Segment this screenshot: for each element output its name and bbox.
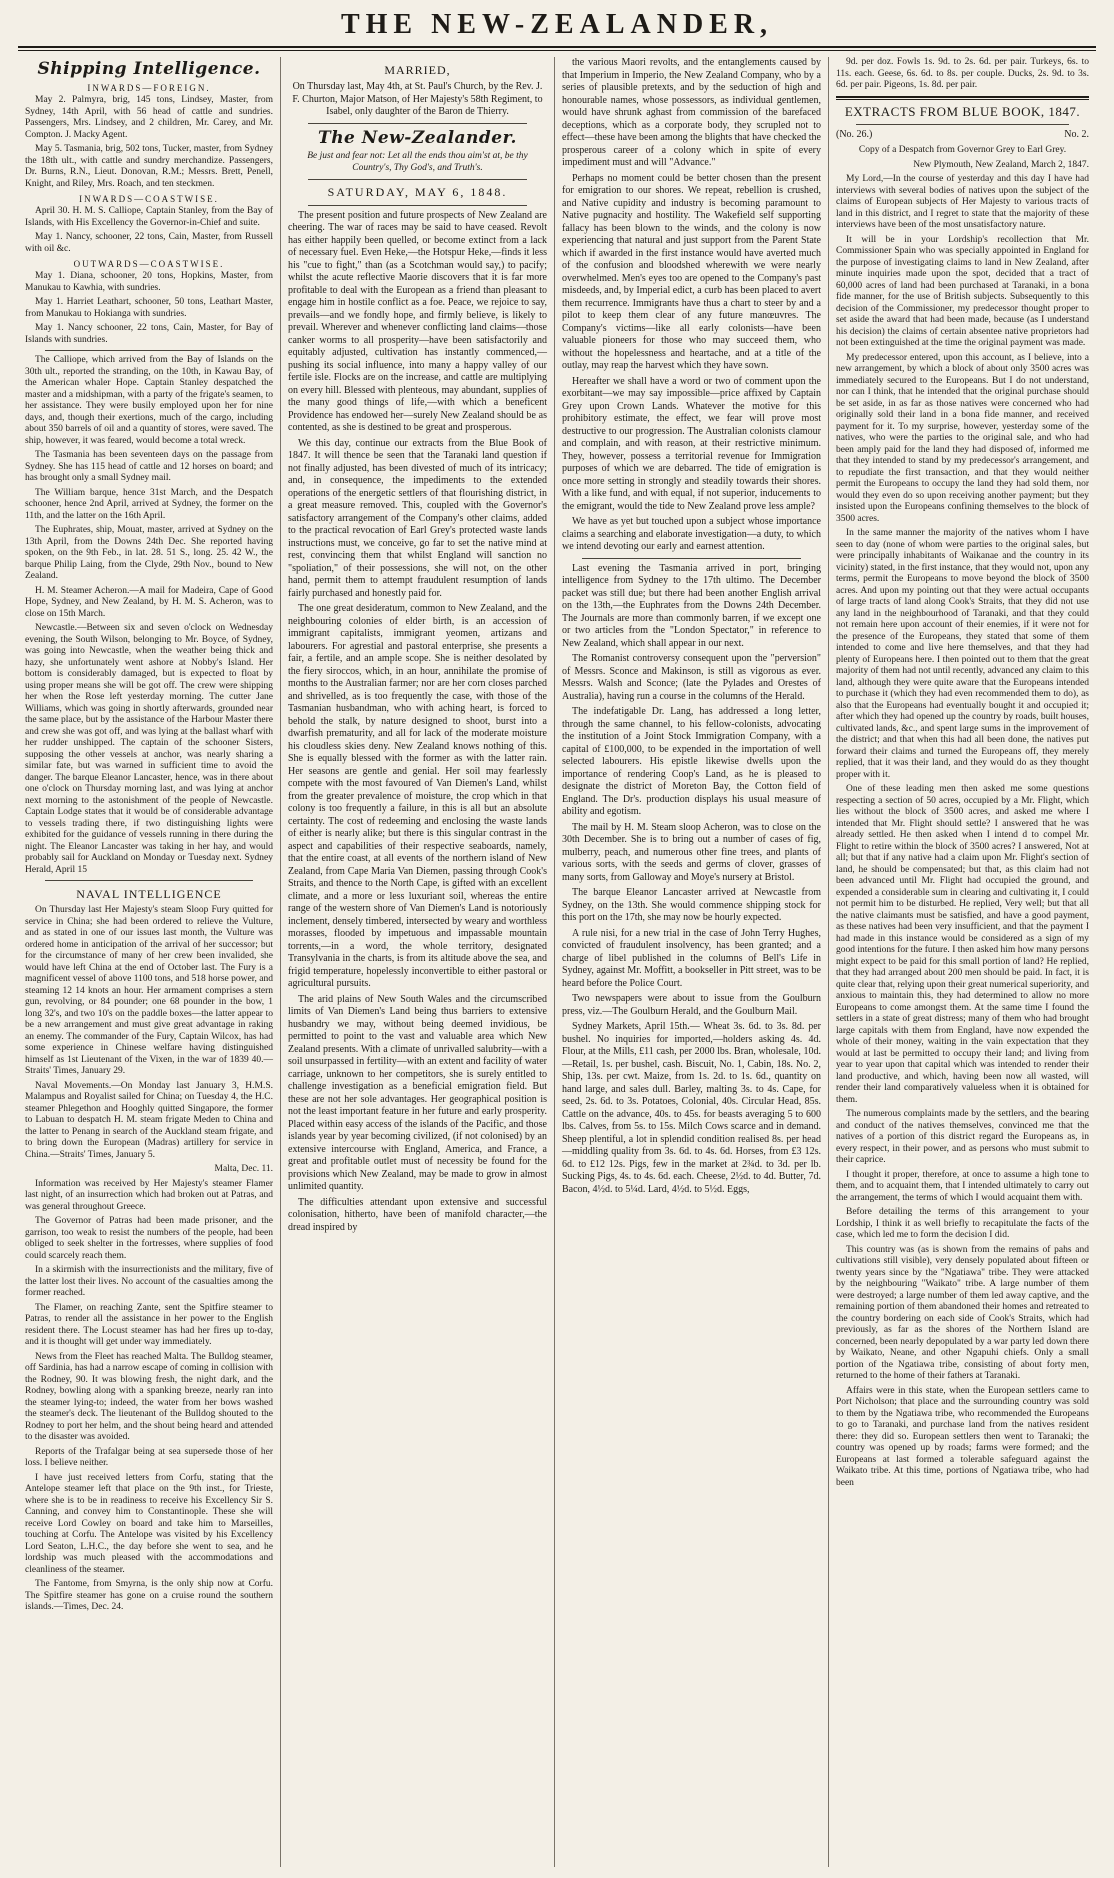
news-paragraph: The Governor of Patras had been made prisoner, and the garrison, too weak to resist the numbers of the people, had been obliged to seek shelter in the fortresses, where supplies of food could scarcely reach them. [25, 1216, 273, 1261]
divider [836, 96, 1089, 100]
news-paragraph: A rule nisi, for a new trial in the case of John Terry Hughes, convicted of fraudulent insolvency, has been granted; and a charge of libel published in the columns of Bell's Life in Sydney, against Mr. Moffitt, a bookseller in Pitt street, was to be heard before the Police Court. [562, 927, 821, 989]
despatch-copy-line: Copy of a Despatch from Governor Grey to Earl Grey. [858, 145, 1067, 155]
outwards-coastwise-head: OUTWARDS—COASTWISE. [73, 259, 225, 269]
news-paragraph: The William barque, hence 31st March, and the Despatch schooner, hence 2nd April, arrived at Sydney, the former on the 11th, and the latter on the 16th April. [25, 487, 273, 521]
news-paragraph: News from the Fleet has reached Malta. The Bulldog steamer, off Sardinia, has had a narrow escape of coming in collision with the Rodney, 90. It was blowing fresh, the night dark, and the Rodney, bowling along with a spanking breeze, nearly ran into the steamer lying-to; indeed, the water from her bows washed the steamer's deck. The lieutenant of the Bulldog shouted to the Rodney to port her helm, and the shout being heard and attended to the disaster was avoided. [25, 1351, 273, 1442]
shipping-entry: April 30. H. M. S. Calliope, Captain Stanley, from the Bay of Islands, with His Excellency the Governor-in-Chief and suite. [25, 206, 273, 228]
editorial-paragraph: Hereafter we shall have a word or two of comment upon the exorbitant—we may say impossible—price affixed by Captain Grey upon Crown Lands. Whatever the motive for this prohibitory estimate, the effect, we fear will prove most destructive to our progression. The Australian colonists clamour and complain, and with reason, at their restrictive minimum. They, however, possess a territorial revenue for Immigration purposes of which we are debarred. The tide of emigration is once more setting in strongly and steadily towards their shores. With a like fund, and with equal, if not superior, inducements to the emigrant, would the tide to New Zealand prove less ample? [562, 375, 821, 512]
news-paragraph: The Romanist controversy consequent upon the "perversion" of Messrs. Sconce and Makinson, is still as vigorous as ever. Messrs. Walsh and Sconce; (late the Pylades and Orestes of Australia), having run a course in the columns of the Herald. [562, 653, 821, 702]
news-paragraph: On Thursday last Her Majesty's steam Sloop Fury quitted for service in China; she had been ordered to relieve the Vulture, and as stated in one of our issues last month, the Vulture was ordered home in anticipation of the arrival of her successor; but for the circumstance of many of her crew been invalided, she would have left China at the end of October last. The Fury is a magnificent vessel of above 1100 tons, and 518 horse power, and steaming 12 14 knots an hour. Her armament comprises a stern gun, revolving, or 84 pounder; one 68 pounder in the bow, 1 long 32's, and two 10's on the paddle boxes—the latter appear to be a new arrangement and must give great advantage in raking an enemy. The commander of the Fury, Captain Wilcox, has had some experience in Chinese welfare having distinguished himself as 1st Lieutenant of the Vixen, in the war of 1839 40.—Straits' Times, January 29. [25, 905, 273, 1076]
divider [45, 880, 253, 881]
news-paragraph: The barque Eleanor Lancaster arrived at Newcastle from Sydney, on the 13th. She would commence shipping stock for this port on the 17th, she may now be hourly expected. [562, 887, 821, 923]
news-paragraph: The mail by H. M. Steam sloop Acheron, was to close on the 30th December. She is to bring out a number of cases of fig, mulberry, peach, and numerous other fine trees, and plants of various sorts, with the seeds and germs of clover, grasses of many sorts, from Galloway and Moye's nursery at Bristol. [562, 821, 821, 883]
despatch-paragraph: Affairs were in this state, when the European settlers came to Port Nicholson; that place and the surrounding country was sold to them by the Ngatiawa tribe, who recommended the Europeans to go to Taranaki, and purchase land from the natives resident there: they did so. European settlers then went to Taranaki; the country was opened up by roads; farms were formed; and the Europeans at last formed a tolerable safeguard against the Waikato tribe. At this time, portions of Ngatiawa tribe, who had been [836, 1385, 1089, 1488]
shipping-entry: May 2. Palmyra, brig, 145 tons, Lindsey, Master, from Sydney, 14th April, with 56 head of cattle and sundries. Passengers, Mrs. Lindsey, and 2 children, Mr. Carey, and Mr. Compton. J. Macky Agent. [25, 95, 273, 140]
despatch-paragraph: In the same manner the majority of the natives whom I have seen to day (none of whom were parties to the original sales, but were principally inhabitants of Waikanae and the country in its vicinity) stated, in the first instance, that they would not, upon any terms, permit the Europeans to move beyond the block of 3500 acres. And upon my pointing out that they were actual occupants of large tracts of land along Cook's Straits, that they did not use any land in the neighbourhood of Taranaki, and that they could not remain here upon account of their enemies, if it were not for the presence of the Europeans, they stated that some of them intended to come and live here themselves, and that they had plenty of Europeans here. I then pointed out to them that the great majority of them had not until recently, advanced any claim to this land, although they were quite aware that the Europeans intended to purchase it (which they had even recommended them to do), as also that the Europeans had eventually bought it and occupied it; after which they had opened up the country by roads, built houses, cultivated lands, &c., and spent large sums in the improvement of the district; and that when this had all been done, the natives put forward their claims and turned the Europeans off, they merely replied, that it was their land, and they would do as they thought proper with it. [836, 528, 1089, 780]
news-paragraph: H. M. Steamer Acheron.—A mail for Madeira, Cape of Good Hope, Sydney, and New Zealand, by H. M. S. Acheron, was to close on 15th March. [25, 585, 273, 619]
column-4 [828, 57, 1096, 1867]
married-head: MARRIED, [384, 63, 451, 77]
columns [18, 57, 1096, 1867]
divider [856, 124, 1069, 125]
column-1 [18, 57, 280, 1867]
despatch-paragraph: My Lord,—In the course of yesterday and this day I have had interviews with several bodies of natives upon the subject of the claims of European subjects of Her Majesty to various tracts of land in this district, and I regret to state that the majority of these interviews have been of the most unsatisfactory nature. [836, 174, 1089, 230]
divider [308, 123, 527, 124]
married-notice: On Thursday last, May 4th, at St. Paul's Church, by the Rev. J. F. Churton, Major Matson, of Her Majesty's 58th Regiment, to Isabel, only daughter of the Baron de Thierry. [292, 81, 543, 117]
despatch-paragraph: One of these leading men then asked me some questions respecting a section of 50 acres, occupied by a Mr. Flight, which lies without the block of 3500 acres, and asked me where I intended that Mr. Flight should settle? I answered that he was already settled. He then asked when I intend d to compel Mr. Flight to retire within the block of 3500 acres? I answered, Not at all; but that if any native had a claim upon Mr. Flight's section of land, he should be compensated; but that, as this claim had not been advanced until Mr. Flight had occupied the ground, and expended a considerable sum in clearing and cultivating it, I could not permit him to be disturbed. He replied, Very well; but that all the native claimants must be satisfied, and have a good payment, as these natives had been very insufficient, and that the payment I had made in this instance would be considered as a sign of my good intentions for the future. I then asked him how many persons might expect to be paid for this small portion of land? He replied, that they had arranged about 200 men should be paid. In fact, it is quite clear that, relying upon their great numerical superiority, and anxious to maintain this, they had determined to allow no more Europeans to come amongst them. At the same time I found the settlers in a state of great distress; many of them who had brought large capitals with them from England, have now expended the whole of their money, waiting in the vain expectation that they would at last be permitted to occupy their land; and living from year to year upon that capital which was intended to render their land productive, and which, having been now all wasted, will render their land comparatively valueless when it is obtained for them. [836, 784, 1089, 1105]
editorial-paragraph: Perhaps no moment could be better chosen than the present for emigration to our shores. We repeat, rebellion is crushed, and Native cupidity and industry is becoming paramount to Native pugnacity and hostility. The Wakefield self supporting fallacy has been blown to the winds, and the colony is now experiencing that natural and just support from the Parent State which if awarded in the first instance would have averted much of the confusion and bloodshed wherewith we were nearly overwhelmed. Men's eyes too are opened to the Company's past misdeeds, and, by Imperial edict, a curb has been placed to avert them recurrence. Immigrants have thus a chart to steer by and a pilot to keep them clear of any future manœuvres. The Company's victims—like all early colonists—have been valuable pioneers for those who may succeed them, who without the hopelessness and heartache, and at a title of the outlay, may reap the harvest which they have sown. [562, 172, 821, 371]
despatch-subnumber: No. 2. [1064, 128, 1089, 140]
despatch-paragraph: It will be in your Lordship's recollection that Mr. Commissioner Spain who was specially appointed in England for the purpose of investigating claims to land in New Zealand, after minute inquiries made upon the spot, decided that a tract of 60,000 acres of land had been purchased at Taranaki, in a bona fide manner, for the use of British subjects. Subsequently to this decision of the Commissioner, my predecessor thought proper to set aside the award that had been made, because (as I understand his decision) the claims of certain absentee native proprietors had not been extinguished at the time the original payment was made. [836, 234, 1089, 348]
editorial-paragraph: We this day, continue our extracts from the Blue Book of 1847. It will thence be seen that the Taranaki land question if not finally adjusted, has been divested of much of its intricacy; and, in consequence, the impediments to the extended operations of the energetic settlers of that flourishing district, in a great measure removed. This, coupled with the Governor's satisfactory arrangement of the Company's other claims, added to the practical revocation of Earl Grey's protected waste lands instructions must, we conceive, go far to set the native mind at rest, convincing them that whilst England will sanction no "spoliation," of their possessions, she will not, on the other hand, permit them to attempt fraudulent resumption of lands fairly purchased and honestly paid for. [288, 437, 547, 599]
despatch-paragraph: Before detailing the terms of this arrangement to your Lordship, I think it as well briefly to recapitulate the facts of the case, which led me to form the decision I did. [836, 1207, 1089, 1240]
despatch-paragraph: I thought it proper, therefore, at once to assume a high tone to them, and to acquaint them, that I intended ultimately to carry out the arrangement, the terms of which I would acquaint them with. [836, 1169, 1089, 1203]
masthead-rule [18, 46, 1096, 51]
column-3 [554, 57, 828, 1867]
news-paragraph: Naval Movements.—On Monday last January 3, H.M.S. Malampus and Royalist sailed for China; on Tuesday 4, the H.C. steamer Phlegethon and Hooghly quitted Singapore, the former to Labuan to despatch H. M. steam frigate Meden to China and the latter to Penang in search of the Auckland steam frigate, and to bring down the European (Madras) artillery for service in China.—Straits' Times, January 5. [25, 1080, 273, 1160]
divider [308, 179, 527, 180]
divider [308, 205, 527, 206]
shipping-entry: May 1. Nancy schooner, 22 tons, Cain, Master, for Bay of Islands with sundries. [25, 323, 273, 345]
news-paragraph: The Euphrates, ship, Mouat, master, arrived at Sydney on the 13th April, from the Downs 24th Dec. She reported having spoken, on the 9th Feb., in lat. 28. 51 S., long. 25. 42 W., the barque Philip Laing, from the Clyde, 29th Nov., bound to New Zealand. [25, 525, 273, 581]
divider [582, 558, 801, 559]
naval-intelligence-title: NAVAL INTELLIGENCE [76, 887, 222, 901]
editorial-paragraph: The present position and future prospects of New Zealand are cheering. The war of races may be said to have ceased. Revolt has either happily been quelled, or become extinct from a lack of necessary fuel. Even Heke,—the Hotspur Heke,—finds it less his "cue to fight," than (as a Scotchman would say,) to pacify; whilst the acute reflective Maorie discovers that it is far more profitable to deal with the European as a friend than pleasant to engage him in hostile conflict as a foe. Peace, we rejoice to say, prevails—and we fondly hope, and firmly believe, is likely to prevail. Wherever and whenever conflicting land claims—those canker worms to all prosperity—have been satisfactorily and equitably adjusted, cultivation has instantly commenced,—pushing its social influence, into many a happy valley of our fertile isle. Flocks are on the increase, and cattle are multiplying on every hill. Blessed with plenteous, may abundant, supplies of the many good things of life,—with which a beneficent Providence has endowed her—surely New Zealand should be as contented, as she is destined to be great and prosperous. [288, 209, 547, 433]
editorial-paragraph: the various Maori revolts, and the entanglements caused by that Imperium in Imperio, the New Zealand Company, who by a series of plausible pretexts, and by the seduction of high and honourable names, whose possessors, as individual gentlemen, would have shrunk aghast from commission of the barefaced deceptions, which as a corporate body, they scrupled not to effect—these have been among the blights that have checked the prosperous career of a colony which in spite of every impediment must and will "Advance." [562, 57, 821, 168]
despatch-paragraph: This country was (as is shown from the remains of pahs and cultivations still visible), very densely populated about fifteen or twenty years since by the "Ngatiawa" tribe. They were attacked by the neighbouring "Waikato" tribe. A large number of them were destroyed; a large number of them led away captive, and the remaining portion of them abandoned their homes and retreated to the country bordering on each side of Cook's Straits, which had previously, as far as the shores of the Northern Island are concerned, been nearly depopulated by a war party led down there by Waikato, Neane, and other Ngapuhi chiefs. Only a small portion of the Ngatiawa tribe, consisting of about forty men, returned to the home of their fathers at Taranaki. [836, 1244, 1089, 1381]
shipping-entry: May 5. Tasmania, brig, 502 tons, Tucker, master, from Sydney the 18th ult., with cattle and sundry merchandize. Passengers, Dr. Burns, R.N., Lieut. Donovan, R.M.; Messrs. Brett, Penell, Knight, and Riley, Mrs. Roach, and ten steckmen. [25, 144, 273, 189]
news-paragraph: The Calliope, which arrived from the Bay of Islands on the 30th ult., reported the stranding, on the 10th, in Kawau Bay, of the American whaler Hope. Captain Stanley despatched the master and a midshipman, with a party of the frigate's seamen, to her assistance. They were busily employed upon her for nine days, and, though their exertions, much of the cargo, including about 350 barrels of oil and a quantity of stores, were saved. The ship, however, it was feared, would become a total wreck. [25, 355, 273, 446]
shipping-entry: May 1. Nancy, schooner, 22 tons, Cain, Master, from Russell with oil &c. [25, 232, 273, 254]
news-paragraph: The indefatigable Dr. Lang, has addressed a long letter, through the same channel, to his fellow-colonists, advocating the institution of a Joint Stock Immigration Company, with a capital of £100,000, to be expended in the importation of well selected labourers. His epistle likewise dwells upon the importance of rendering Coop's Land, as he is pleased to designate the district of Moreton Bay, the Cotton field of England. The Dr's. production displays his usual measure of ability and egotism. [562, 706, 821, 817]
editorial-paragraph: The arid plains of New South Wales and the circumscribed limits of Van Diemen's Land being thus barriers to extensive husbandry we may, without being deemed invidious, be permitted to point to the vast and valuable area which New Zealand presents. With a climate of unrivalled salubrity—with a soil unsurpassed in fertility—with an extent and facility of water carriage, unknown to her competitors, she is surely entitled to challenge investigation as a beneficial emigration field. But these are not her sole advantages. Her geographical position is not the least important feature in her future and early prosperity. Placed within easy access of the islands of the Pacific, and those islands year by year becoming civilized, (if not colonised) by an extensive intercourse with England, America, and France, a great and profitable outlet must of necessity be found for the provisions which New Zealand, may be made to grow in almost unlimited quantity. [288, 993, 547, 1192]
news-paragraph: Two newspapers were about to issue from the Goulburn press, viz.—The Goulburn Herald, and the Goulburn Mail. [562, 993, 821, 1017]
editorial-paragraph: The difficulties attendant upon extensive and successful colonisation, hitherto, have been of manifold character,—the dread inspired by [288, 1196, 547, 1233]
news-paragraph: Information was received by Her Majesty's steamer Flamer last night, of an insurrection which had broken out at Patras, and was general throughout Greece. [25, 1178, 273, 1212]
shipping-entry: May 1. Diana, schooner, 20 tons, Hopkins, Master, from Manukau to Kawhia, with sundries. [25, 271, 273, 293]
inwards-coastwise-head: INWARDS—COASTWISE. [79, 194, 219, 204]
despatch-paragraph: My predecessor entered, upon this account, as I believe, into a new arrangement, by which a block of about only 3500 acres was immediately secured to the Europeans. But I do not understand, nor can I think, that he intended that the original purchase should be set aside, in as far as those natives were concerned who had originally sold their land in a bona fide manner, and received payment for it. To my surprise, however, yesterday some of the natives, who were the parties to the original sale, and who had been amply paid for the land they had disposed of, informed me that they intended to stand by my predecessor's arrangement, and to repudiate the first transaction, and that they would neither permit the Europeans to occupy the land they had sold them, nor would they even do so upon receiving another payment; but they insisted upon the Europeans confining themselves to the block of 3500 acres. [836, 352, 1089, 524]
news-paragraph: In a skirmish with the insurrectionists and the military, five of the latter lost their lives. No account of the casualties among the former reached. [25, 1265, 273, 1298]
inwards-foreign-head: INWARDS—FOREIGN. [87, 83, 211, 93]
news-paragraph: Last evening the Tasmania arrived in port, bringing intelligence from Sydney to the 17th ultimo. The December packet was still due; but there had been another English arrival on the 13th,—the Euphrates from the Downs 24th December. The Journals are more than commonly barren, if we except one or two articles from the "London Spectator," in reference to New Zealand, which shall appear in our next. [562, 562, 821, 649]
editorial-paragraph: The one great desideratum, common to New Zealand, and the neighbouring colonies of elder birth, is an accession of immigrant capitalists, immigrant yeomen, artizans and labourers. For agrestial and pastoral enterprise, she presents a fair, a fertile, and an ample scope. She is neither desolated by the fiery siroccos, which, in an hour, annihilate the promise of months to the Australian farmer; nor are her corn closes parched and shrivelled, as is too frequently the case, with those of the Tasmanian husbandman, who with aching heart, is forced to behold the stalk, by nature designed to shoot, burst into a dwarfish prematurity, and all for lack of the moderate moisture his cloudless skies deny. New Zealand knows nothing of this. She is equally blessed with the former as with the latter rain. Her seasons are gentle and genial. Her soil may fearlessly compete with the most favoured of Van Diemen's Land, whilst from the greater prevalence of moisture, the crop which in that colony is too frequently a failure, in this is all but an absolute certainty. The cost of redeeming and enclosing the waste lands of either is nearly alike; but there is this singular contrast in the aspect and capabilities of their respective seaboards, namely, that the entire coast, at all events of the northern island of New Zealand, from Cape Maria Van Diemen, passing through Cook's Straits, and thence to the North Cape, is gifted with an excellent climate, and a more or less luxuriant soil, whereas the entire range of the western shore of Van Diemen's Land is notoriously inclement, densely timbered, intersected by weary and worthless morasses, flooded by impetuous and impassable mountain torrents,—in a word, the whole territory, designated Transylvania in the charts, is from its altitude above the sea, and frigid temperature, hopelessly inconvertible to either pastoral or agricultural pursuits. [288, 603, 547, 989]
editorial-paragraph: We have as yet but touched upon a subject whose importance claims a searching and elaborate investigation—a duty, to which we intend devoting our early and earnest attention. [562, 516, 821, 552]
shipping-intelligence-title: Shipping Intelligence. [37, 59, 261, 79]
dateline: SATURDAY, MAY 6, 1848. [327, 184, 508, 199]
despatch-paragraph: The numerous complaints made by the settlers, and the bearing and conduct of the natives themselves, convinced me that the natives of a portion of this district regard the Europeans as, in every respect, in their power, and as persons who must submit to their caprice. [836, 1109, 1089, 1165]
news-paragraph: Newcastle.—Between six and seven o'clock on Wednesday evening, the South Wilson, belonging to Mr. Boyce, of Sydney, was going into Newcastle, when the weather being thick and hazy, she unfortunately went ashore at Nobby's Island. Her bottom is considerably damaged, but is expected to float by using proper means she will be got off. The crew were shipping her when the Rose left yesterday morning. The cutter Jane Williams, which was going in shortly afterwards, grounded near the same place, but by the assistance of the Harbour Master there and crew she was got off, and was lying at the ballast wharf with her rudder unshipped. The captain of the schooner Sisters, supposing the other vessels at anchor, was nearly sharing a similar fate, but was warned in sufficient time to avoid the danger. The barque Eleanor Lancaster, hence, was in there about one o'clock on Thursday morning last, and was lying at anchor next morning to the astonishment of the people of Newcastle. Captain Lodge states that it would be of considerable advantage to vessels trading there, if two distinguishing lights were exhibited for the guidance of vessels running in there during the night. The Eleanor Lancaster was taking in her hay, and would probably sail for Auckland on Monday or Tuesday next. Sydney Herald, April 15 [25, 623, 273, 875]
market-continuation: 9d. per doz. Fowls 1s. 9d. to 2s. 6d. per pair. Turkeys, 6s. to 11s. each. Geese, 6s. 6d. to 8s. per couple. Ducks, 2s. 9d. to 3s. 6d. per pair. Pigeons, 1s. 8d. per pair. [836, 57, 1089, 90]
despatch-header [836, 129, 1089, 142]
masthead: THE NEW-ZEALANDER, [340, 9, 774, 40]
news-paragraph: The Tasmania has been seventeen days on the passage from Sydney. She has 115 head of cattle and 12 horses on board; and has brought only a small Sydney mail. [25, 450, 273, 483]
extracts-title: EXTRACTS FROM BLUE BOOK, 1847. [844, 103, 1081, 119]
divider [45, 350, 253, 351]
despatch-place: New Plymouth, New Zealand, March 2, 1847. [913, 159, 1089, 170]
news-paragraph: The Flamer, on reaching Zante, sent the Spitfire steamer to Patras, to render all the assistance in her power to the English resident there. The Locust steamer has had her fires up to-day, and it is thought will get under way immediately. [25, 1302, 273, 1347]
news-paragraph: Reports of the Trafalgar being at sea supersede those of her loss. I believe neither. [25, 1446, 273, 1468]
despatch-number: (No. 26.) [836, 128, 873, 140]
sydney-markets: Sydney Markets, April 15th.— Wheat 3s. 6d. to 3s. 8d. per bushel. No inquiries for imported,—holders asking 4s. 4d. Flour, at the Mills, £11 cash, per 2000 lbs. Bran, wholesale, 10d.—Retail, 1s. per bushel, cash. Biscuit, No. 1, Cabin, 18s. No. 2, Ship, 13s. per cwt. Maize, from 1s. 2d. to 1s. 6d., quantity on hand large, and sales dull. Barley, malting 3s. to 4s. Cape, for seed, 2s. 6d. to 3s. Potatoes, Colonial, 40s. Circular Head, 85s. Cattle on the advance, 40s. to 45s. for beasts averaging 5 to 600 lbs. Calves, from 5s. to 15s. Milch Cows scarce and in demand. Sheep plentiful, a lot in splendid condition realised 8s. per head—middling quality from 3s. 6d. to 4s. 6d. Horses, from £3 12s. 6d. to £12 12s. Pigs, few in the market at 2¾d. to 3d. per lb. Sucking Pigs, 4s. to 4s. 6d. each. Cheese, 2½d. to 4d. Butter, 7d. Bacon, 4½d. to 5¼d. Lard, 4½d. to 5½d. Eggs, [562, 1021, 821, 1195]
news-paragraph: I have just received letters from Corfu, stating that the Antelope steamer left that place on the 9th inst., for Trieste, where she is to be in readiness to receive his Excellency Sir S. Canning, and convey him to Constantinople. These she will receive Lord Cowley on board and take him to Marseilles, touching at Corfu. The Antelope was visited by his Excellency Lord Seaton, L.H.C., the day before she went to sea, and he lordship was much pleased with the accommodations and cleanliness of the steamer. [25, 1472, 273, 1575]
column-2 [280, 57, 554, 1867]
shipping-entry: May 1. Harriet Leathart, schooner, 50 tons, Leathart Master, from Manukau to Hokianga with sundries. [25, 297, 273, 319]
editorial-title: The New-Zealander. [318, 127, 517, 148]
motto: Be just and fear not: Let all the ends thou aim'st at, be thy Country's, Thy God's, and Truth's. [307, 150, 528, 173]
news-paragraph: The Fantome, from Smyrna, is the only ship now at Corfu. The Spitfire steamer has gone on a cruise round the southern islands.—Times, Dec. 24. [25, 1579, 273, 1612]
malta-dateline: Malta, Dec. 11. [214, 1164, 273, 1174]
